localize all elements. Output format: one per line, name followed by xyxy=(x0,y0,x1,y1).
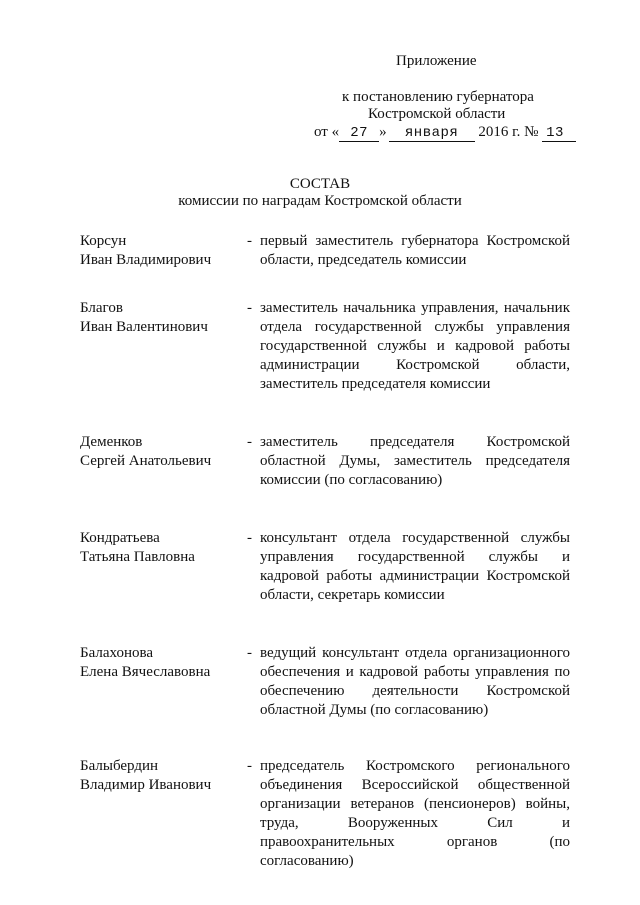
appendix-line-region: Костромской области xyxy=(368,106,506,122)
member-given-names: Владимир Иванович xyxy=(80,777,212,793)
member-entry xyxy=(80,299,570,394)
member-role: заместитель начальника управления, начальник отдела государственной службы управления государственной службы и кадровой работы администрации Костромской области, заместитель председателя комиссии xyxy=(260,300,570,392)
member-entry xyxy=(80,433,570,490)
member-dash: - xyxy=(247,300,252,316)
member-dash: - xyxy=(247,434,252,450)
document-subheading: комиссии по наградам Костромской области xyxy=(178,193,462,209)
member-surname: Деменков xyxy=(80,434,143,450)
member-given-names: Иван Валентинович xyxy=(80,319,208,335)
date-prefix: от « xyxy=(314,124,340,140)
date-day: 27 xyxy=(339,126,379,142)
document-heading: СОСТАВ xyxy=(289,176,351,192)
decree-number: 13 xyxy=(542,126,576,142)
member-surname: Корсун xyxy=(80,233,127,249)
member-dash: - xyxy=(247,233,252,249)
appendix-title: Приложение xyxy=(396,53,477,69)
member-entry xyxy=(80,232,570,270)
member-role: председатель Костромского регионального объединения Всероссийской общественной организации ветеранов (пенсионеров) войны, труда, Вооруженных Сил и правоохранительных органов (по согласованию) xyxy=(260,758,570,869)
member-role: первый заместитель губернатора Костромской области, председатель комиссии xyxy=(260,233,570,268)
appendix-line-decree: к постановлению губернатора xyxy=(342,89,534,105)
member-entry xyxy=(80,644,570,720)
member-entry xyxy=(80,757,570,871)
member-name xyxy=(80,299,247,337)
member-dash: - xyxy=(247,645,252,661)
member-role: консультант отдела государственной службы управления государственной службы и кадровой работы администрации Костромской области, секретарь комиссии xyxy=(260,530,570,603)
member-name xyxy=(80,644,247,682)
member-surname: Балыбердин xyxy=(80,758,159,774)
date-month: января xyxy=(389,126,475,142)
member-role: заместитель председателя Костромской областной Думы, заместитель председателя комиссии (по согласованию) xyxy=(260,434,570,488)
member-dash: - xyxy=(247,758,252,774)
member-role: ведущий консультант отдела организационного обеспечения и кадровой работы управления по обеспечению деятельности Костромской областной Думы (по согласованию) xyxy=(260,645,570,718)
member-surname: Кондратьева xyxy=(80,530,160,546)
member-given-names: Татьяна Павловна xyxy=(80,549,195,565)
member-surname: Балахонова xyxy=(80,645,154,661)
members-list xyxy=(80,232,570,871)
member-name xyxy=(80,232,247,270)
member-entry xyxy=(80,529,570,605)
member-name xyxy=(80,529,247,567)
member-name xyxy=(80,757,247,795)
member-name xyxy=(80,433,247,471)
date-year: 2016 г. № xyxy=(478,124,539,140)
member-given-names: Иван Владимирович xyxy=(80,252,212,268)
date-day-close: » xyxy=(379,124,387,140)
member-given-names: Елена Вячеславовна xyxy=(80,664,211,680)
member-surname: Благов xyxy=(80,300,123,316)
appendix-date-line xyxy=(314,123,576,142)
member-given-names: Сергей Анатольевич xyxy=(80,453,212,469)
member-dash: - xyxy=(247,530,252,546)
